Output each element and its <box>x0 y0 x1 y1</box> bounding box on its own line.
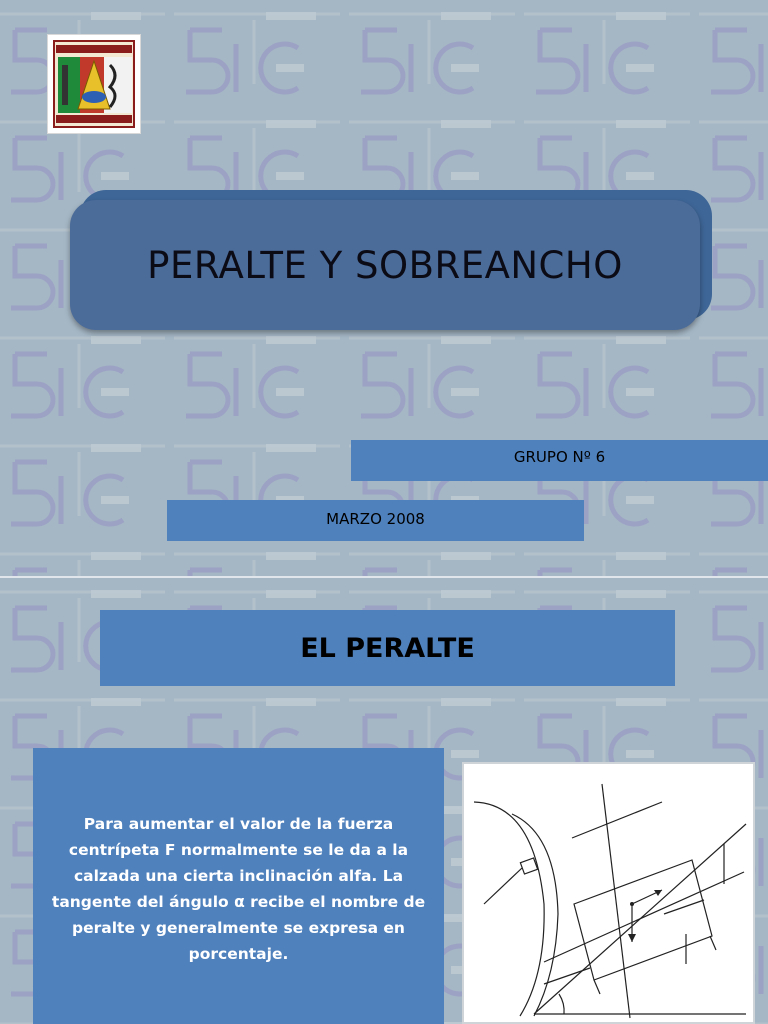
title-box <box>70 190 712 330</box>
university-crest-logo <box>47 34 141 134</box>
section-heading: EL PERALTE <box>300 632 475 664</box>
group-label: GRUPO Nº 6 <box>513 448 606 466</box>
content-slide <box>0 578 768 1024</box>
definition-box <box>33 748 444 1024</box>
group-label-bar <box>351 440 768 481</box>
section-heading-box <box>100 610 675 686</box>
date-label-bar <box>167 500 584 541</box>
superelevation-diagram <box>462 762 755 1024</box>
definition-text: Para aumentar el valor de la fuerza centrípeta F normalmente se le da a la calzada una cierta inclinación alfa. La tangente del ángulo α recibe el nombre de peralte y generalmente se expresa en porcentaje. <box>51 815 426 963</box>
slide-title: PERALTE Y SOBREANCHO <box>147 243 623 287</box>
date-label: MARZO 2008 <box>326 510 425 528</box>
